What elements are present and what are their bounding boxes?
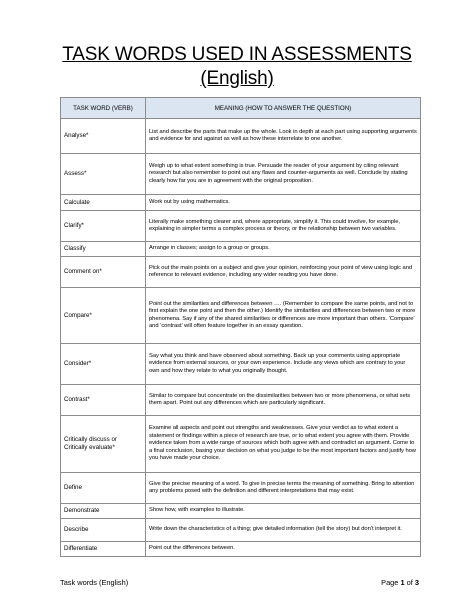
meaning-cell: Weigh up to what extent something is true. Persuade the reader of your argument by citing relevant research but also remember to point out any flaws and counter-arguments as well. Conclude by stating clearly how far you are in agreement with the original proposition. bbox=[146, 154, 421, 195]
table-row bbox=[61, 385, 421, 416]
task-word-cell: Compare* bbox=[61, 288, 146, 344]
meaning-cell: Point out the similarities and differences between …. (Remember to compare the same points, and not to first explain the one point and then the other.) Identify the similarities and differences between two or more phenomena. Say if any of the shared similarities or differences are more important than others. ‘Compare’ and ‘contrast’ will often feature together in an essay question. bbox=[146, 288, 421, 344]
table-row bbox=[61, 473, 421, 504]
task-word-cell: Assess* bbox=[61, 154, 146, 195]
task-word-cell: Contrast* bbox=[61, 385, 146, 416]
document-title: TASK WORDS USED IN ASSESSMENTS bbox=[62, 44, 412, 65]
footer-page-number bbox=[381, 578, 419, 587]
task-word-cell: Define bbox=[61, 473, 146, 504]
table-row bbox=[61, 257, 421, 288]
table-row bbox=[61, 154, 421, 195]
table-row bbox=[61, 416, 421, 473]
table-row bbox=[61, 288, 421, 344]
meaning-cell: Give the precise meaning of a word. To give in precise terms the meaning of something. Bring to attention any problems posed with the definition and different interpretations that may exist. bbox=[146, 473, 421, 504]
table-row bbox=[61, 542, 421, 557]
table-row bbox=[61, 211, 421, 242]
meaning-cell: Arrange in classes; assign to a group or groups. bbox=[146, 242, 421, 257]
task-word-cell: Clarify* bbox=[61, 211, 146, 242]
header-task-word: TASK WORD (VERB) bbox=[61, 98, 146, 119]
task-word-cell: Comment on* bbox=[61, 257, 146, 288]
total-pages: 3 bbox=[414, 578, 419, 587]
task-word-cell: Describe bbox=[61, 519, 146, 542]
meaning-cell: Work out by using mathematics. bbox=[146, 195, 421, 211]
table-row bbox=[61, 195, 421, 211]
meaning-cell: Pick out the main points on a subject and give your opinion, reinforcing your point of view using logic and reference to relevant evidence, including any wider reading you have done. bbox=[146, 257, 421, 288]
meaning-cell: Literally make something clearer and, where appropriate, simplify it. This could involve, for example, explaining in simpler terms a complex process or theory, or the relationship between two variables. bbox=[146, 211, 421, 242]
document-subtitle: (English) bbox=[200, 68, 274, 89]
page-prefix: Page bbox=[381, 578, 401, 587]
task-word-cell: Consider* bbox=[61, 344, 146, 385]
table-row bbox=[61, 242, 421, 257]
page-of: of bbox=[404, 578, 415, 587]
table-row bbox=[61, 119, 421, 154]
task-word-cell: Demonstrate bbox=[61, 504, 146, 519]
meaning-cell: Examine all aspects and point out strengths and weaknesses. Give your verdict as to what extent a statement or findings within a piece of research are true, or to what extent you agree with them. Provide evidence taken from a wide range of sources which both agree with and contradict an argument. Come to a final conclusion, basing your decision on what you judge to be the most important factors and justify how you have made your choice. bbox=[146, 416, 421, 473]
meaning-cell: Point out the differences between. bbox=[146, 542, 421, 557]
table-header-row bbox=[61, 98, 421, 119]
meaning-cell: Say what you think and have observed about something. Back up your comments using appropriate evidence from external sources, or your own experience. Include any views which are contrary to your own and how they relate to what you originally thought. bbox=[146, 344, 421, 385]
table-row bbox=[61, 504, 421, 519]
meaning-cell: Show how, with examples to illustrate. bbox=[146, 504, 421, 519]
task-word-cell: Classify bbox=[61, 242, 146, 257]
task-word-cell: Analyse* bbox=[61, 119, 146, 154]
table-row bbox=[61, 344, 421, 385]
header-meaning: MEANING (HOW TO ANSWER THE QUESTION) bbox=[146, 98, 421, 119]
task-words-table bbox=[60, 97, 421, 557]
task-word-cell: Differentiate bbox=[61, 542, 146, 557]
current-page: 1 bbox=[400, 578, 405, 587]
meaning-cell: Write down the characteristics of a thing; give detailed information (tell the story) but don’t interpret it. bbox=[146, 519, 421, 542]
meaning-cell: Similar to compare but concentrate on the dissimilarities between two or more phenomena, or what sets them apart. Point out any differences which are particularly significant. bbox=[146, 385, 421, 416]
meaning-cell: List and describe the parts that make up the whole. Look in depth at each part using supporting arguments and evidence for and against as well as how these interrelate to one another. bbox=[146, 119, 421, 154]
footer-document-name: Task words (English) bbox=[60, 578, 129, 587]
table-row bbox=[61, 519, 421, 542]
task-word-cell: Critically discuss or Critically evaluate* bbox=[61, 416, 146, 473]
task-word-cell: Calculate bbox=[61, 195, 146, 211]
